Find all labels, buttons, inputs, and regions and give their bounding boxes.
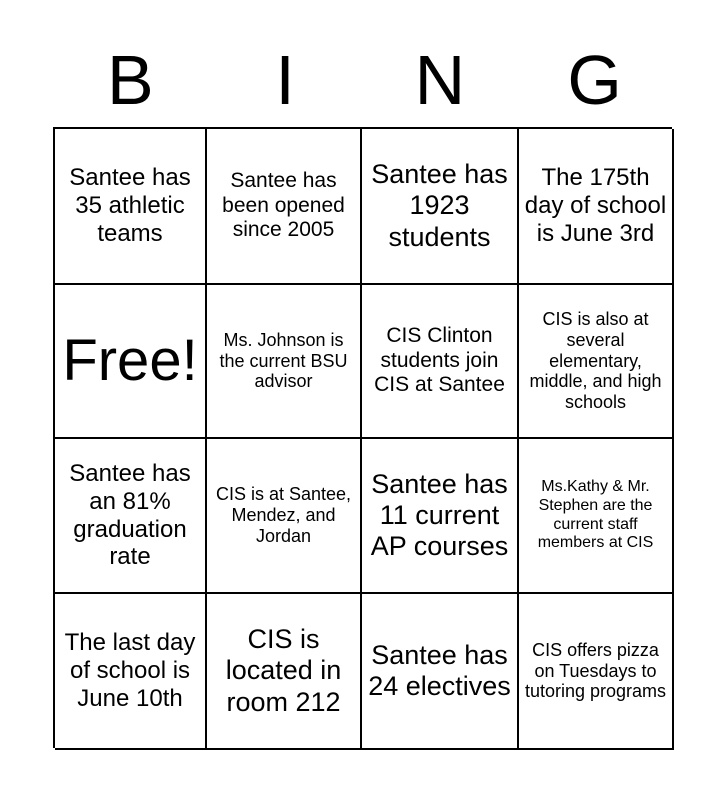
- bingo-cell[interactable]: [362, 285, 519, 439]
- bingo-cell-label: Santee has an 81% graduation rate: [69, 459, 191, 571]
- bingo-cell-label: Free!: [62, 327, 198, 393]
- bingo-cell-label: CIS is at Santee, Mendez, and Jordan: [215, 484, 352, 546]
- bingo-cell[interactable]: [207, 285, 362, 439]
- bingo-cell[interactable]: [362, 594, 519, 750]
- header-letter-n: N: [414, 41, 466, 119]
- bingo-cell[interactable]: [362, 129, 519, 285]
- bingo-cell[interactable]: [362, 439, 519, 594]
- bingo-cell[interactable]: [519, 285, 674, 439]
- bingo-cell[interactable]: [207, 594, 362, 750]
- bingo-cell-label: Santee has 35 athletic teams: [69, 164, 191, 247]
- bingo-cell-label: The 175th day of school is June 3rd: [524, 164, 667, 247]
- bingo-cell[interactable]: [519, 594, 674, 750]
- header-letter-g: G: [567, 41, 622, 119]
- header-letter-i: I: [275, 41, 295, 119]
- bingo-cell-label: CIS Clinton students join CIS at Santee: [374, 324, 505, 397]
- bingo-cell-free[interactable]: [55, 285, 207, 439]
- bingo-cell[interactable]: [55, 594, 207, 750]
- bingo-cell-label: The last day of school is June 10th: [64, 629, 196, 712]
- bingo-cell-label: Santee has 24 electives: [368, 639, 511, 701]
- bingo-cell-label: CIS is located in room 212: [225, 624, 342, 717]
- bingo-cell-label: Santee has 1923 students: [371, 159, 508, 252]
- bingo-cell-label: CIS offers pizza on Tuesdays to tutoring programs: [524, 639, 667, 702]
- bingo-cell[interactable]: [519, 439, 674, 594]
- bingo-grid: [53, 127, 672, 748]
- bingo-cell-label: Santee has been opened since 2005: [222, 169, 345, 242]
- bingo-cell-label: Ms. Johnson is the current BSU advisor: [219, 329, 348, 392]
- bingo-cell[interactable]: [519, 129, 674, 285]
- bingo-cell-label: Ms.Kathy & Mr. Stephen are the current staff members at CIS: [537, 478, 654, 552]
- bingo-cell[interactable]: [207, 439, 362, 594]
- bingo-cell[interactable]: [55, 439, 207, 594]
- bingo-cell-label: Santee has 11 current AP courses: [370, 468, 509, 562]
- bingo-cell[interactable]: [207, 129, 362, 285]
- bingo-header-letters: [53, 38, 672, 122]
- bingo-cell[interactable]: [55, 129, 207, 285]
- bingo-cell-label: CIS is also at several elementary, middle, and high schools: [529, 308, 662, 413]
- header-letter-b: B: [107, 41, 154, 119]
